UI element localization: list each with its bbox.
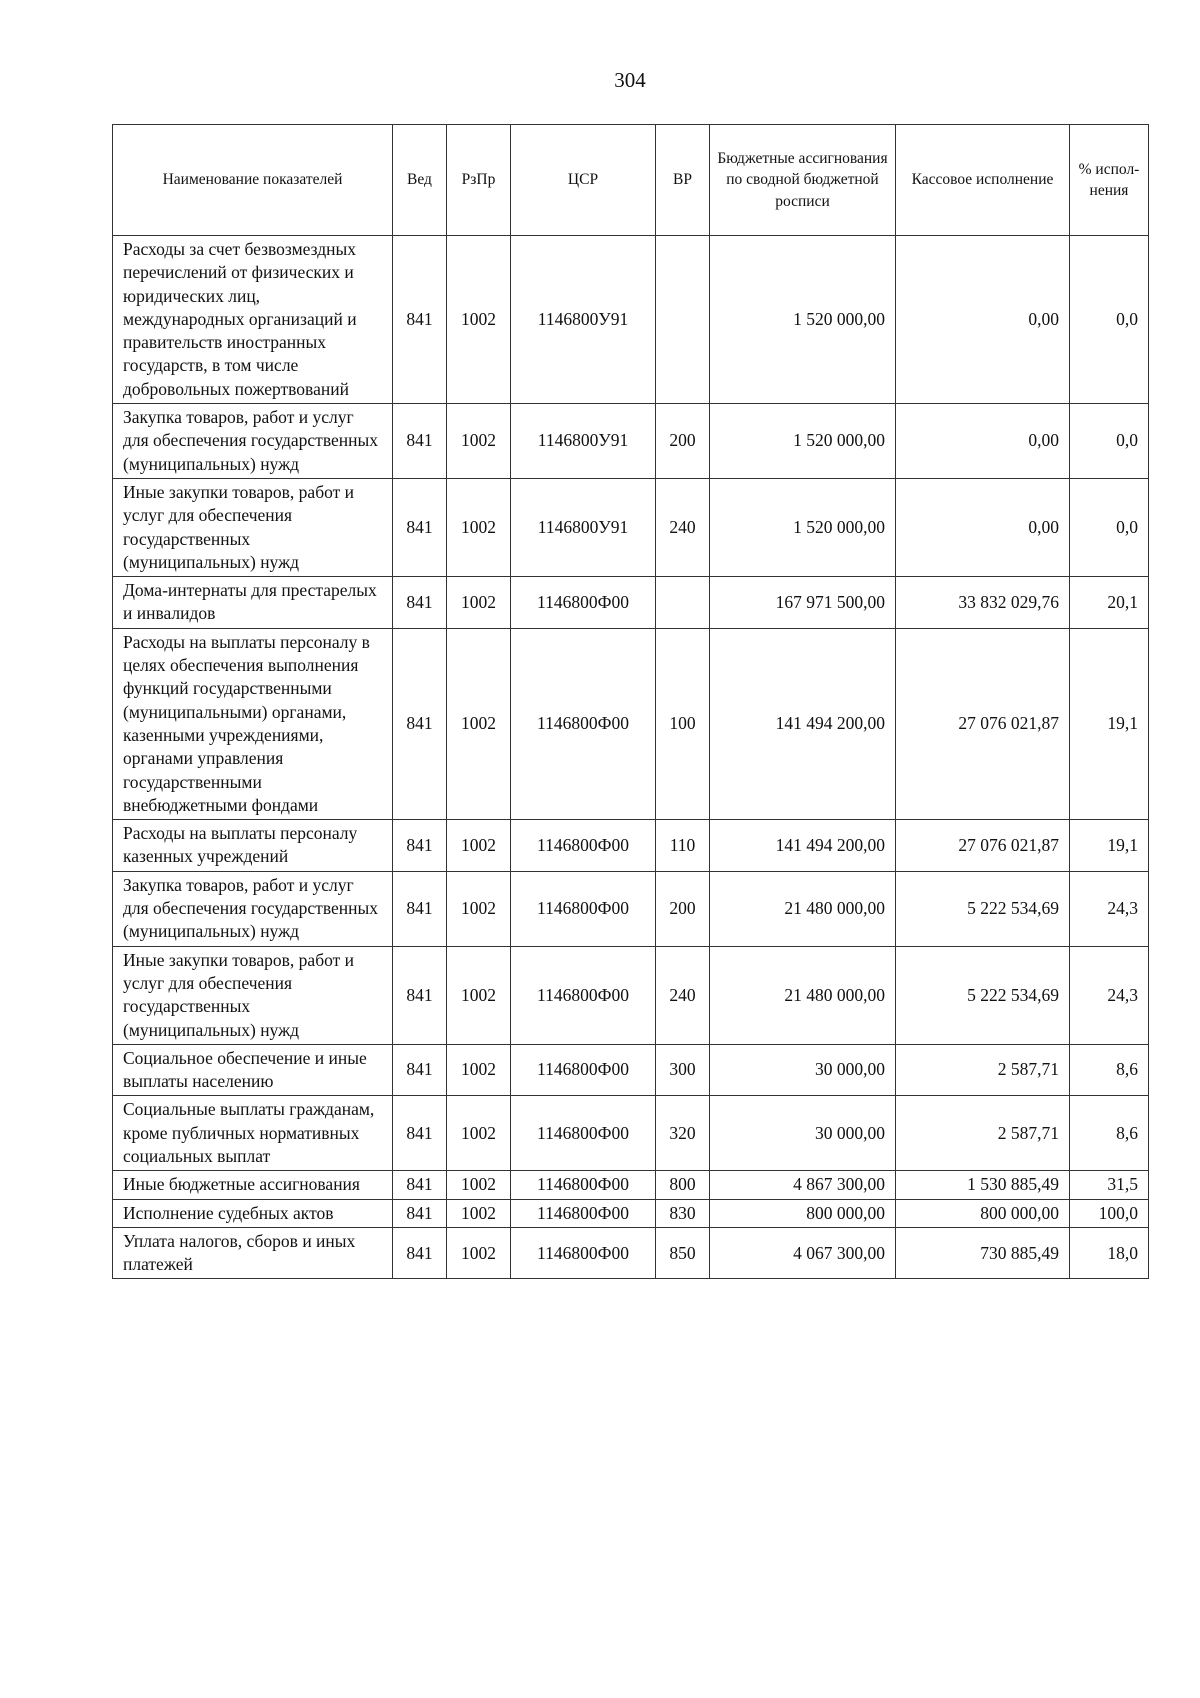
row-pct: 24,3	[1070, 871, 1149, 946]
row-name: Расходы за счет безвозмездных перечислений от физических и юридических лиц, международных организаций и правительств иностранных государств, в том числе добровольных пожертвований	[113, 236, 393, 404]
row-rzpr: 1002	[447, 577, 511, 629]
table-row	[113, 1044, 1149, 1096]
row-csr: 1146800Ф00	[511, 871, 656, 946]
row-cash: 2 587,71	[896, 1044, 1070, 1096]
table-row	[113, 1199, 1149, 1227]
row-cash: 27 076 021,87	[896, 820, 1070, 872]
row-vr	[656, 577, 710, 629]
row-name: Уплата налогов, сборов и иных платежей	[113, 1227, 393, 1279]
row-budget: 4 067 300,00	[710, 1227, 896, 1279]
row-budget: 30 000,00	[710, 1044, 896, 1096]
row-rzpr: 1002	[447, 820, 511, 872]
row-cash: 0,00	[896, 478, 1070, 576]
header-cash: Кассовое исполнение	[896, 125, 1070, 236]
row-vr: 200	[656, 404, 710, 479]
table-row	[113, 1171, 1149, 1199]
row-rzpr: 1002	[447, 628, 511, 819]
row-budget: 21 480 000,00	[710, 871, 896, 946]
row-rzpr: 1002	[447, 871, 511, 946]
row-csr: 1146800Ф00	[511, 1171, 656, 1199]
row-pct: 18,0	[1070, 1227, 1149, 1279]
row-ved: 841	[393, 1096, 447, 1171]
row-cash: 0,00	[896, 236, 1070, 404]
row-name: Исполнение судебных актов	[113, 1199, 393, 1227]
header-vr: ВР	[656, 125, 710, 236]
table-row	[113, 946, 1149, 1044]
row-budget: 141 494 200,00	[710, 628, 896, 819]
row-pct: 8,6	[1070, 1096, 1149, 1171]
row-name: Социальное обеспечение и иные выплаты населению	[113, 1044, 393, 1096]
row-pct: 20,1	[1070, 577, 1149, 629]
row-rzpr: 1002	[447, 1044, 511, 1096]
row-name: Расходы на выплаты персоналу в целях обеспечения выполнения функций государственными (муниципальными) органами, казенными учреждениями, органами управления государственными внебюджетными фондами	[113, 628, 393, 819]
row-vr: 240	[656, 946, 710, 1044]
row-ved: 841	[393, 871, 447, 946]
row-rzpr: 1002	[447, 1096, 511, 1171]
row-rzpr: 1002	[447, 1199, 511, 1227]
header-row	[113, 125, 1149, 236]
row-name: Иные закупки товаров, работ и услуг для обеспечения государственных (муниципальных) нужд	[113, 478, 393, 576]
row-csr: 1146800Ф00	[511, 628, 656, 819]
table-row	[113, 1096, 1149, 1171]
row-cash: 27 076 021,87	[896, 628, 1070, 819]
row-name: Социальные выплаты гражданам, кроме публичных нормативных социальных выплат	[113, 1096, 393, 1171]
row-vr: 850	[656, 1227, 710, 1279]
row-ved: 841	[393, 628, 447, 819]
row-budget: 30 000,00	[710, 1096, 896, 1171]
row-ved: 841	[393, 1199, 447, 1227]
row-name: Иные закупки товаров, работ и услуг для обеспечения государственных (муниципальных) нужд	[113, 946, 393, 1044]
row-cash: 5 222 534,69	[896, 871, 1070, 946]
row-budget: 800 000,00	[710, 1199, 896, 1227]
row-csr: 1146800Ф00	[511, 1096, 656, 1171]
row-budget: 4 867 300,00	[710, 1171, 896, 1199]
row-csr: 1146800Ф00	[511, 1199, 656, 1227]
row-cash: 33 832 029,76	[896, 577, 1070, 629]
row-rzpr: 1002	[447, 1227, 511, 1279]
row-pct: 24,3	[1070, 946, 1149, 1044]
row-vr: 300	[656, 1044, 710, 1096]
row-csr: 1146800Ф00	[511, 1227, 656, 1279]
row-ved: 841	[393, 1171, 447, 1199]
row-rzpr: 1002	[447, 1171, 511, 1199]
header-rzpr: РзПр	[447, 125, 511, 236]
row-budget: 21 480 000,00	[710, 946, 896, 1044]
table-row	[113, 820, 1149, 872]
row-vr: 200	[656, 871, 710, 946]
row-csr: 1146800Ф00	[511, 820, 656, 872]
row-vr: 100	[656, 628, 710, 819]
row-cash: 730 885,49	[896, 1227, 1070, 1279]
row-name: Иные бюджетные ассигнования	[113, 1171, 393, 1199]
row-budget: 167 971 500,00	[710, 577, 896, 629]
row-vr: 800	[656, 1171, 710, 1199]
row-ved: 841	[393, 404, 447, 479]
row-rzpr: 1002	[447, 946, 511, 1044]
row-pct: 100,0	[1070, 1199, 1149, 1227]
row-ved: 841	[393, 1044, 447, 1096]
row-vr	[656, 236, 710, 404]
row-pct: 19,1	[1070, 820, 1149, 872]
row-csr: 1146800Ф00	[511, 946, 656, 1044]
table-row	[113, 871, 1149, 946]
row-cash: 800 000,00	[896, 1199, 1070, 1227]
row-ved: 841	[393, 236, 447, 404]
row-name: Закупка товаров, работ и услуг для обеспечения государственных (муниципальных) нужд	[113, 404, 393, 479]
row-ved: 841	[393, 577, 447, 629]
row-ved: 841	[393, 820, 447, 872]
row-cash: 0,00	[896, 404, 1070, 479]
row-pct: 0,0	[1070, 236, 1149, 404]
row-csr: 1146800Ф00	[511, 1044, 656, 1096]
row-rzpr: 1002	[447, 478, 511, 576]
row-vr: 110	[656, 820, 710, 872]
row-ved: 841	[393, 946, 447, 1044]
row-name: Расходы на выплаты персоналу казенных учреждений	[113, 820, 393, 872]
row-budget: 1 520 000,00	[710, 478, 896, 576]
row-vr: 320	[656, 1096, 710, 1171]
row-name: Закупка товаров, работ и услуг для обеспечения государственных (муниципальных) нужд	[113, 871, 393, 946]
row-ved: 841	[393, 478, 447, 576]
row-csr: 1146800Ф00	[511, 577, 656, 629]
row-cash: 1 530 885,49	[896, 1171, 1070, 1199]
row-csr: 1146800У91	[511, 236, 656, 404]
row-cash: 2 587,71	[896, 1096, 1070, 1171]
header-csr: ЦСР	[511, 125, 656, 236]
table-row	[113, 1227, 1149, 1279]
row-budget: 1 520 000,00	[710, 236, 896, 404]
table-row	[113, 628, 1149, 819]
row-csr: 1146800У91	[511, 478, 656, 576]
row-pct: 19,1	[1070, 628, 1149, 819]
row-vr: 830	[656, 1199, 710, 1227]
header-pct: % испол-нения	[1070, 125, 1149, 236]
row-cash: 5 222 534,69	[896, 946, 1070, 1044]
row-budget: 141 494 200,00	[710, 820, 896, 872]
row-rzpr: 1002	[447, 236, 511, 404]
row-pct: 0,0	[1070, 404, 1149, 479]
row-budget: 1 520 000,00	[710, 404, 896, 479]
row-name: Дома-интернаты для престарелых и инвалидов	[113, 577, 393, 629]
table-row	[113, 404, 1149, 479]
table-row	[113, 478, 1149, 576]
row-rzpr: 1002	[447, 404, 511, 479]
row-pct: 31,5	[1070, 1171, 1149, 1199]
header-name: Наименование показателей	[113, 125, 393, 236]
row-pct: 0,0	[1070, 478, 1149, 576]
row-ved: 841	[393, 1227, 447, 1279]
table-row	[113, 577, 1149, 629]
row-pct: 8,6	[1070, 1044, 1149, 1096]
page-number: 304	[614, 68, 646, 92]
budget-table	[112, 124, 1149, 1279]
row-csr: 1146800У91	[511, 404, 656, 479]
header-budget: Бюджетные ассигнования по сводной бюджетной росписи	[710, 125, 896, 236]
table-row	[113, 236, 1149, 404]
row-vr: 240	[656, 478, 710, 576]
header-ved: Вед	[393, 125, 447, 236]
